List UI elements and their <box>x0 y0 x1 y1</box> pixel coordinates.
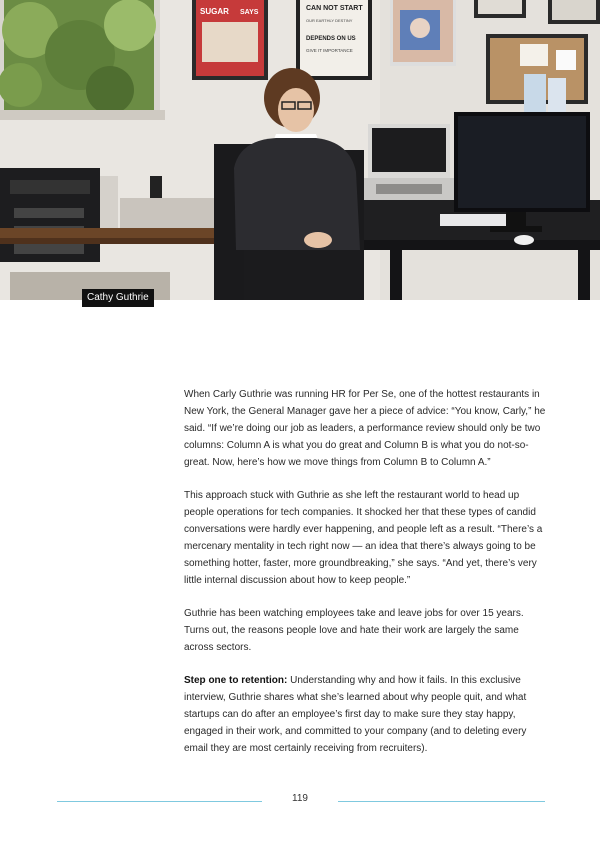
paragraph-text: Understanding why and how it fails. In this exclusive interview, Guthrie shares what she’s learned about why people quit, and what startups can do after an employee’s first day to make sure they stay happy, engaged in their work, and committed to your company (and to deleting every email they are most certainly receiving from recruiters). <box>184 675 527 754</box>
poster-text: OUR EARTHLY DESTINY <box>306 18 353 23</box>
paragraph <box>184 672 546 757</box>
corkboard <box>486 34 588 116</box>
poster-sugar <box>192 0 268 80</box>
poster-text: DEPENDS ON US <box>306 36 356 42</box>
page-number: 119 <box>292 793 308 804</box>
window <box>0 0 165 120</box>
poster-text: CAN NOT START <box>306 5 363 12</box>
paragraph: When Carly Guthrie was running HR for Per Se, one of the hottest restaurants in New York, the General Manager gave her a piece of advice: “You know, Carly,” he said. “If we’re doing our job as leaders, a performance review should only be two columns: Column A is what you do great and Column B is what you do not-so-great. Now, here’s how we move things from Column B to Column A.” <box>184 389 546 468</box>
paragraph: This approach stuck with Guthrie as she left the restaurant world to head up people operations for tech companies. It shocked her that these types of candid conversations were hardly ever happening, and people left as a result. “There’s a mercenary mentality in tech right now — an idea that there’s always going to be something hotter, faster, more groundbreaking,” she says. “And yet, there’s very little internal discussion about how to keep people.” <box>184 490 543 586</box>
laptop <box>356 124 462 200</box>
footer-rule-right <box>338 801 545 802</box>
poster-illustration <box>390 0 456 66</box>
footer-rule-left <box>57 801 262 802</box>
printer <box>0 168 100 262</box>
poster-text: SAYS <box>240 9 259 16</box>
lead-in: Step one to retention: <box>184 675 288 686</box>
article-body <box>184 386 546 773</box>
photo-caption: Cathy Guthrie <box>82 289 154 307</box>
poster-text: SUGAR <box>200 7 229 16</box>
poster-quote <box>296 0 372 80</box>
poster-text: GIVE IT IMPORTANCE <box>306 48 353 53</box>
office-photo <box>0 0 600 300</box>
paragraph: Guthrie has been watching employees take and leave jobs for over 15 years. Turns out, the reasons people love and hate their work are largely the same across sectors. <box>184 608 524 653</box>
